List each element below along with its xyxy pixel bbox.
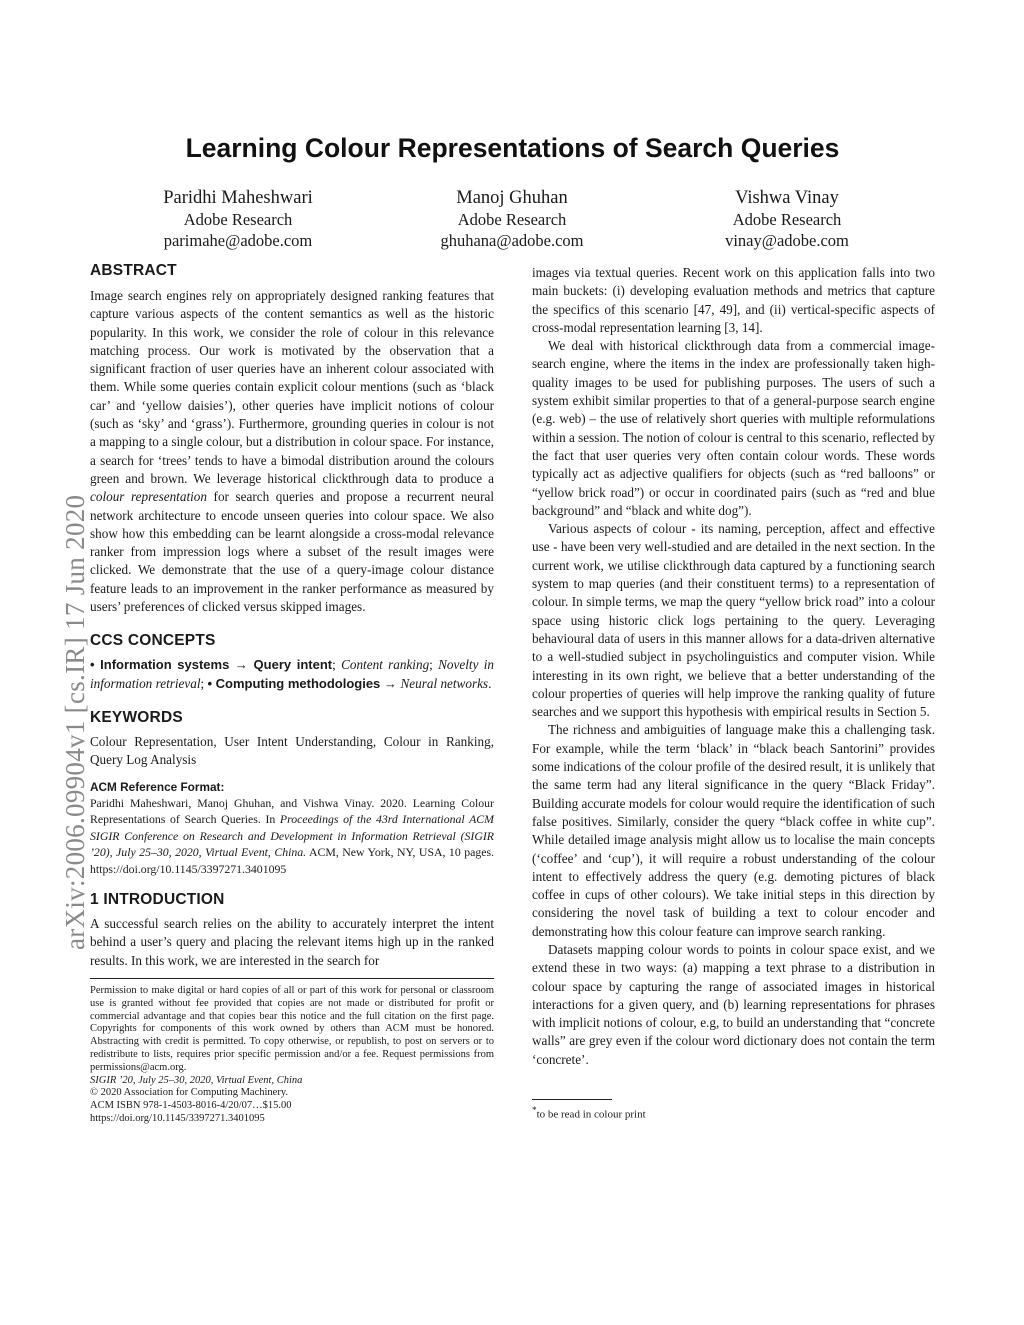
arxiv-stamp[interactable]: arXiv:2006.09904v1 [cs.IR] 17 Jun 2020: [60, 494, 90, 950]
author-block: [657, 187, 917, 251]
author-email[interactable]: ghuhana@adobe.com: [440, 231, 584, 250]
venue-line: SIGIR ’20, July 25–30, 2020, Virtual Event, China: [90, 1074, 303, 1086]
author-name: Manoj Ghuhan: [456, 188, 568, 208]
copyright-line: © 2020 Association for Computing Machinery.: [90, 1087, 289, 1099]
author-affiliation: Adobe Research: [457, 210, 567, 229]
author-email[interactable]: vinay@adobe.com: [725, 231, 849, 250]
author-block: [382, 187, 642, 251]
footnote-divider: [90, 978, 494, 979]
left-column: [90, 262, 494, 1126]
author-email[interactable]: parimahe@adobe.com: [163, 231, 313, 250]
author-name: Vishwa Vinay: [735, 188, 839, 208]
introduction-paragraph: A successful search relies on the ability to accurately interpret the intent behind a user’s query and placing the relevant items high up in the ranked results. In this work, we are interested in the search for: [90, 916, 494, 968]
paper-title: Learning Colour Representations of Search Queries: [185, 133, 840, 163]
abstract-heading: ABSTRACT: [90, 262, 177, 279]
doi-link[interactable]: https://doi.org/10.1145/3397271.3401095: [90, 1112, 265, 1124]
body-paragraph: Various aspects of colour - its naming, perception, affect and effective use - have been very well-studied and are detailed in the next section. In the current work, we utilise clickthrough data captured by a functioning search system to map queries (and their constituent terms) to a representation of colour. In simple terms, we map the query “yellow brick road” into a colour space using historic click logs pertaining to the query. Leveraging behavioural data of users in this manner allows for a data-driven alternative to a well-studied subject in psycholinguistics and computer vision. While interesting in its own right, we believe that a better understanding of the colour properties of queries will help improve the ranking quality of future searches and we support this hypothesis with empirical results in Section 5.: [532, 521, 935, 720]
author-affiliation: Adobe Research: [183, 210, 293, 229]
acm-reference-text: Paridhi Maheshwari, Manoj Ghuhan, and Vishwa Vinay. 2020. Learning Colour Representations of Search Queries. In Proceedings of the 43rd International ACM SIGIR Conference on Research and Development in Information Retrieval (SIGIR ’20), July 25–30, 2020, Virtual Event, China. ACM, New York, NY, USA, 10 pages. https://doi.org/10.1145/3397271.3401095: [90, 795, 495, 876]
footnote: *to be read in colour print: [532, 1105, 646, 1121]
isbn-line: ACM ISBN 978-1-4503-8016-4/20/07…$15.00: [90, 1100, 292, 1112]
ccs-heading: CCS CONCEPTS: [90, 632, 216, 650]
right-column: [532, 264, 935, 1122]
arxiv-sidebar: [12, 370, 90, 950]
body-paragraph: Datasets mapping colour words to points in colour space exist, and we extend these in two ways: (a) mapping a text phrase to a distribution in colour space by capturing the range of associated images in historical interactions for a given query, and (b) learning representations for phrases with implicit notions of colour, e.g, to build an understanding that “concrete walls” are grey even if the colour word dictionary does not contain the term ‘concrete’.: [532, 941, 935, 1067]
author-block: [108, 187, 368, 251]
abstract-text: Image search engines rely on appropriately designed ranking features that capture various aspects of the content semantics as well as the historic popularity. In this work, we consider the role of colour in this relevance matching process. Our work is motivated by the observation that a significant fraction of user queries have an inherent colour associated with them. While some queries contain explicit colour mentions (such as ‘black car’ and ‘yellow daisies’), other queries have implicit notions of colour (such as ‘sky’ and ‘grass’). Furthermore, grounding queries in colour is not a mapping to a single colour, but a distribution in colour space. For instance, a search for ‘trees’ tends to have a bimodal distribution around the colours green and brown. We leverage historical clickthrough data to produce a colour representation for search queries and propose a recurrent neural network architecture to encode unseen queries into colour space. We also show how this embedding can be learnt alongside a cross-modal relevance ranker from impression logs where a subset of the result images were clicked. We demonstrate that the use of a query-image colour distance feature leads to an improvement in the ranker performance as measured by users’ preferences of clicked versus skipped images.: [90, 288, 494, 615]
author-name: Paridhi Maheshwari: [163, 188, 313, 208]
keywords-heading: KEYWORDS: [90, 708, 183, 726]
footnote-divider: [532, 1099, 612, 1100]
keywords-text: Colour Representation, User Intent Understanding, Colour in Ranking, Query Log Analysis: [90, 733, 494, 768]
introduction-heading: 1 INTRODUCTION: [90, 891, 225, 909]
ccs-text: • Information systems → Query intent; Content ranking; Novelty in information retrieval; • Computing methodologies → Neural networks.: [90, 657, 494, 691]
body-paragraph: We deal with historical clickthrough data from a commercial image-search engine, where the items in the index are professionally taken high-quality images to be used for publishing purposes. The users of such a system exhibit similar properties to that of a general-purpose search engine (e.g. web) – the use of relatively short queries with multiple reformulations within a session. The notion of colour is central to this scenario, reflected by the fact that user queries very often contain colour words. These words typically act as adjective qualifiers for objects (such as “red balloons” or “yellow brick road”) or occur in coordinated pairs (such as “red and blue background” and “black and white dog”).: [532, 338, 935, 518]
permission-notice: Permission to make digital or hard copies of all or part of this work for personal or classroom use is granted without fee provided that copies are not made or distributed for profit or commercial advantage and that copies bear this notice and the full citation on the first page. Copyrights for components of this work owned by others than ACM must be honored. Abstracting with credit is permitted. To copy otherwise, or republish, to post on servers or to redistribute to lists, requires prior specific permission and/or a fee. Request permissions from permissions@acm.org.: [90, 984, 494, 1073]
author-affiliation: Adobe Research: [732, 210, 842, 229]
acm-reference-heading: ACM Reference Format:: [90, 779, 225, 794]
body-paragraph: The richness and ambiguities of language make this a challenging task. For example, while the term ‘black’ in “black beach Santorini” provides some indications of the colour profile of the desired result, it is unlikely that the same term had any literal significance in the query “Black Friday”. Building accurate models for colour would require the identification of such false positives. Similarly, consider the query “black coffee in white cup”. While detailed image analysis might allow us to localise the main concepts (‘coffee’ and ‘cup’), it will require a robust understanding of the colour intent to effectively address the query (e.g. demoting pictures of black coffee in cups of other colours). We take initial steps in this direction by considering the novel task of building a text to colour encoder and demonstrating how this colour feature can improve search ranking.: [532, 722, 935, 939]
body-paragraph: images via textual queries. Recent work on this application falls into two main buckets: (i) developing evaluation methods and metrics that capture the specifics of this scenario [47, 49], and (ii) vertical-specific aspects of cross-modal representation learning [3, 14].: [532, 265, 935, 335]
